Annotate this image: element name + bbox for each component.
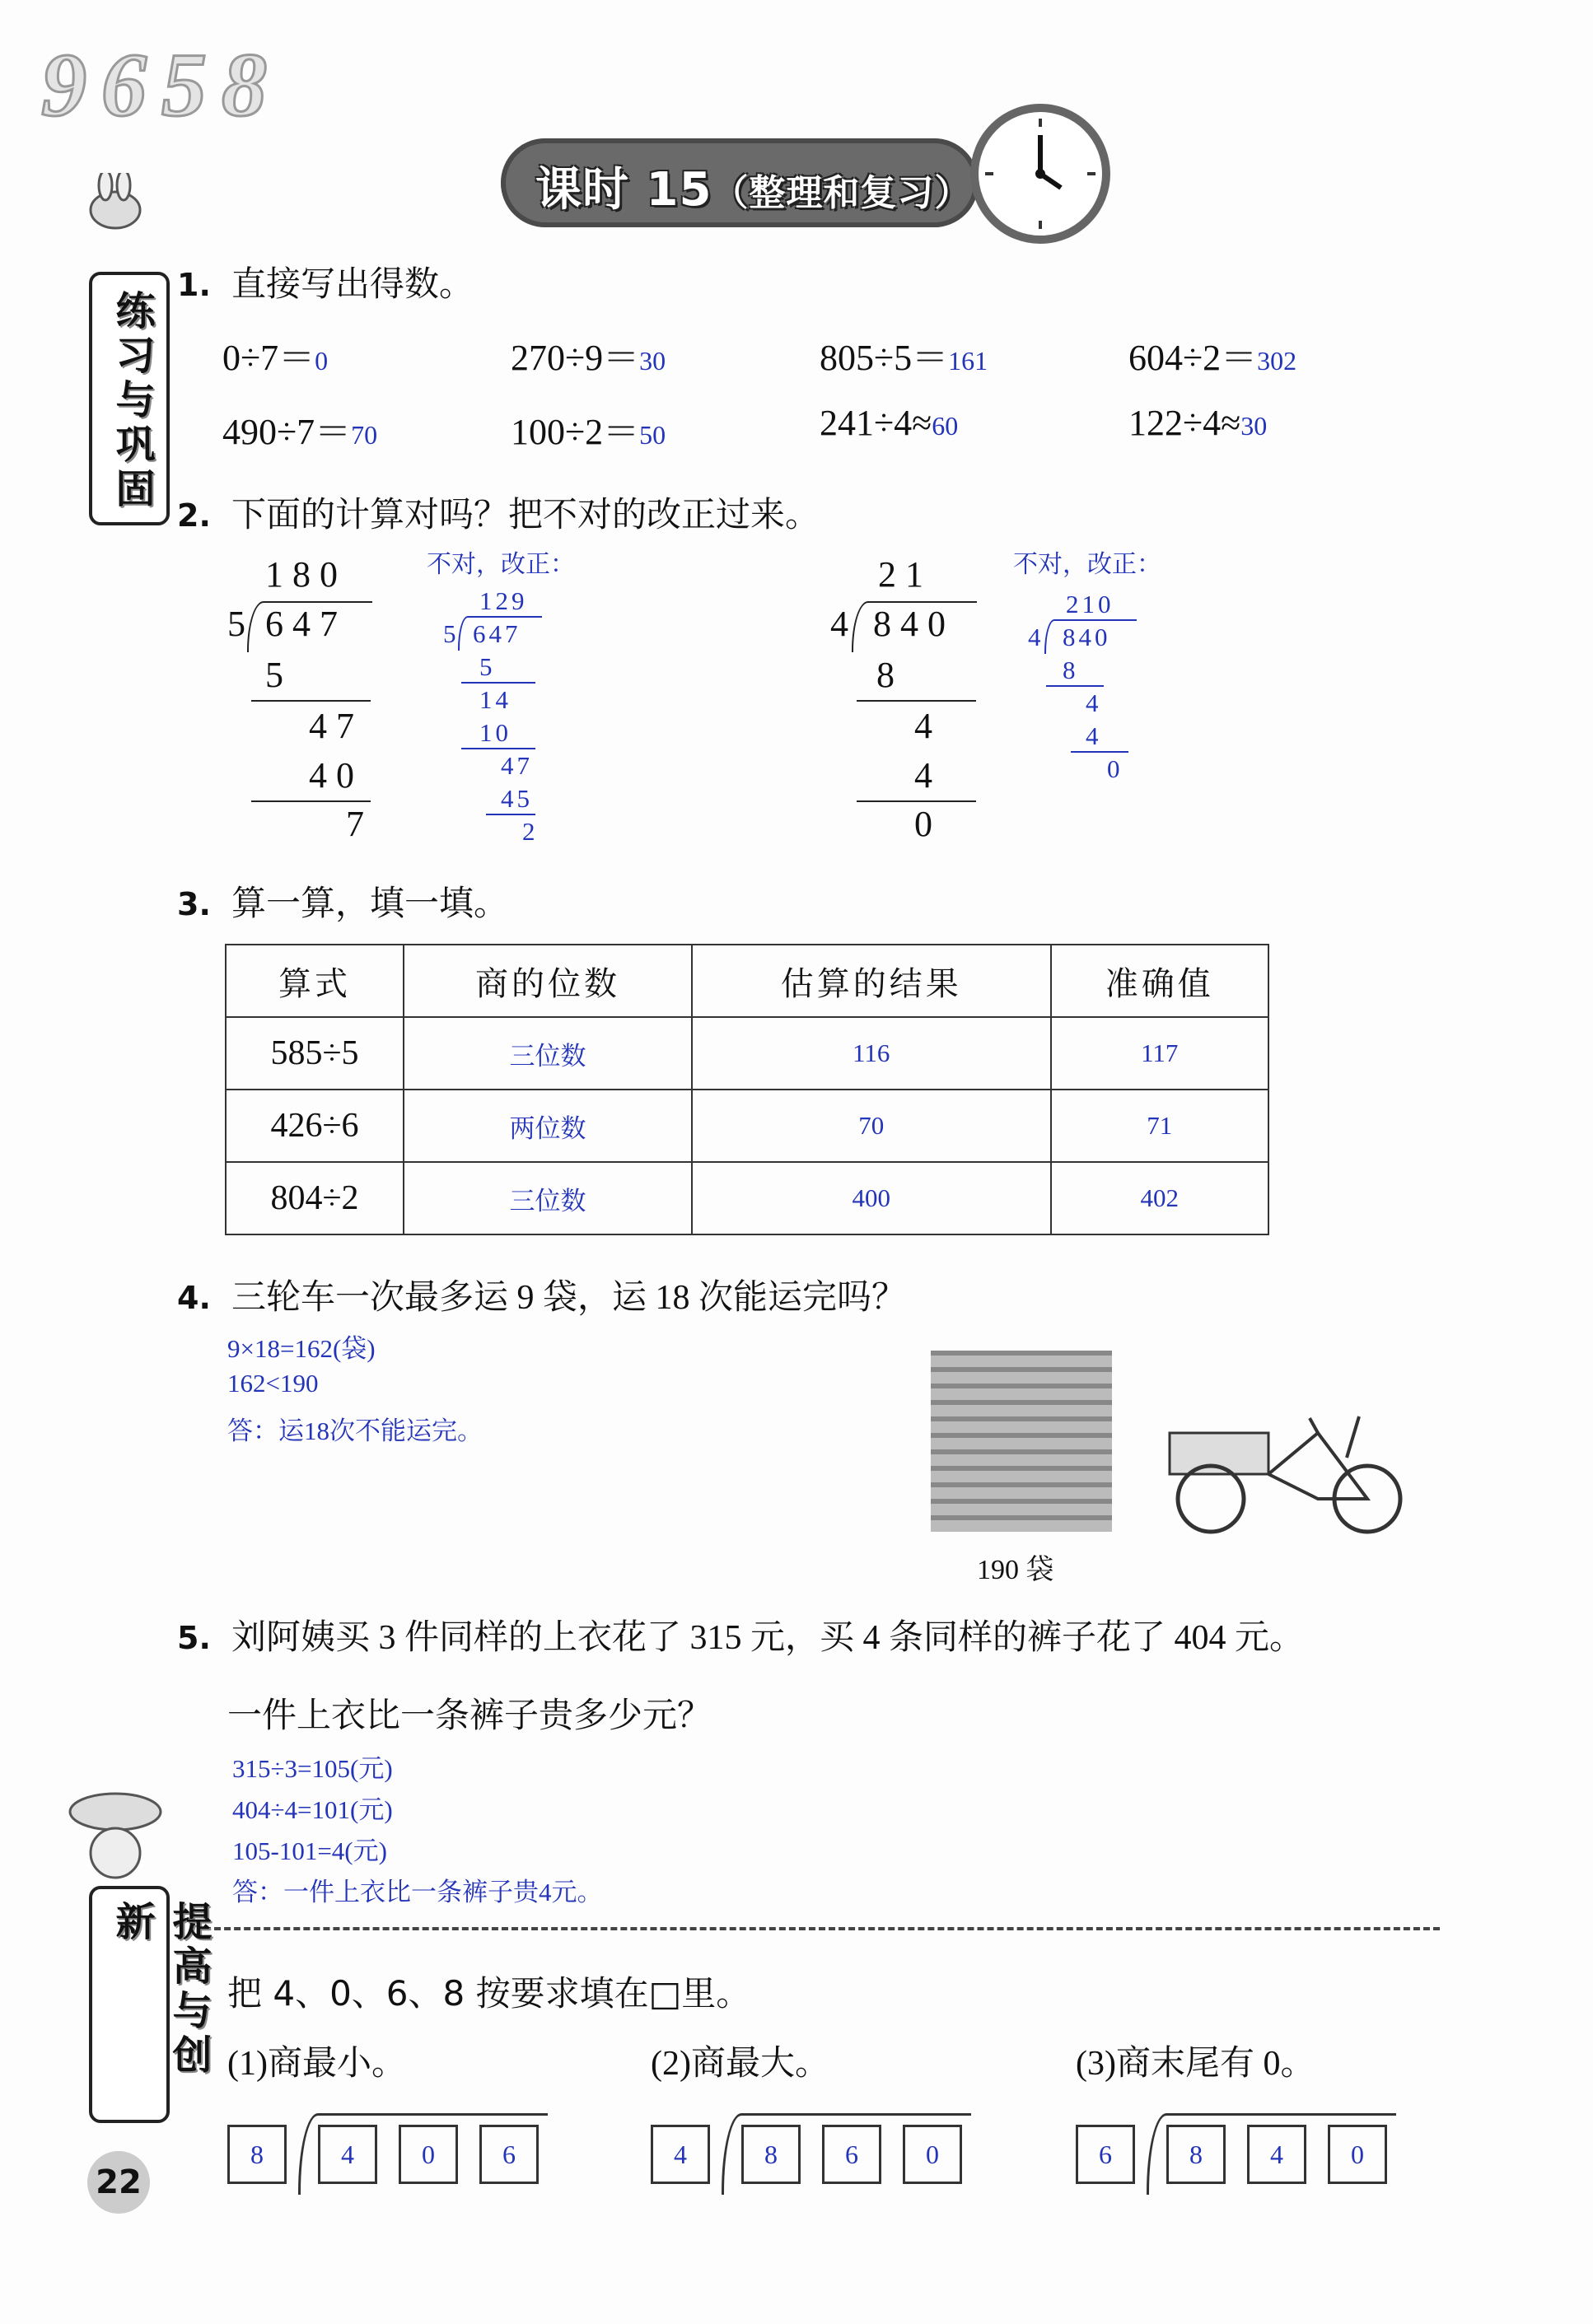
divisor-box[interactable]: 6 [1076, 2125, 1135, 2184]
table-row [226, 1162, 1268, 1234]
table-cell-estimate: 70 [692, 1090, 1051, 1162]
fix-divisor: 5 [443, 619, 456, 648]
division-step: 0 [914, 804, 932, 844]
oral-calc-answer: 0 [315, 346, 329, 376]
table-cell-digits: 三位数 [404, 1017, 692, 1090]
answer-line: 162<190 [227, 1369, 319, 1398]
oral-calc-item [511, 328, 666, 380]
table-cell-estimate: 400 [692, 1162, 1051, 1234]
table-cell-exact: 117 [1051, 1017, 1268, 1090]
question-5-sub: 一件上衣比一条裤子贵多少元？ [227, 1697, 712, 1735]
page-number: 22 [87, 2151, 150, 2214]
table-cell-exact: 71 [1051, 1090, 1268, 1162]
practice-badge-label: 练习与巩固 [109, 290, 155, 512]
fix-step: 5 [479, 652, 493, 681]
section-divider [204, 1927, 1440, 1930]
fix-step: 8 [1063, 656, 1076, 684]
fix-dividend: 647 [473, 619, 521, 648]
division-dividend: 6 4 7 [265, 604, 338, 644]
division-divisor: 4 [830, 604, 848, 644]
fix-step: 4 [1086, 688, 1099, 717]
question-4-header [177, 1270, 906, 1319]
fix-line [461, 748, 535, 749]
oral-calc-expression: 122÷4≈ [1128, 403, 1241, 443]
table-cell-expression: 426÷6 [226, 1090, 404, 1162]
division-step: 4 [914, 755, 932, 796]
oral-calc-item [1128, 328, 1296, 380]
challenge-text: 把 4、0、6、8 按要求填在□里。 [227, 1973, 751, 2014]
division-line [857, 800, 976, 802]
table-header-row [226, 945, 1268, 1017]
challenge-part-label: (2)商最大。 [651, 2045, 829, 2083]
question-1-header [177, 257, 474, 306]
challenge-part-label: (1)商最小。 [227, 2045, 406, 2083]
practice-badge [89, 272, 170, 525]
division-step: 7 [346, 804, 364, 844]
question-2-number: 2. [177, 497, 211, 534]
oral-calc-answer: 302 [1257, 346, 1297, 376]
table-row [226, 1017, 1268, 1090]
oral-calc-answer: 60 [932, 411, 959, 441]
oral-calc-item [820, 328, 988, 380]
clock-icon [970, 104, 1110, 244]
question-5-header [177, 1610, 1304, 1659]
tricycle-icon [1161, 1400, 1425, 1540]
sacks-photo [931, 1351, 1112, 1532]
table-header: 估算的结果 [692, 945, 1051, 1017]
answer-line: 答：运18次不能运完。 [227, 1416, 483, 1445]
table-header: 算式 [226, 945, 404, 1017]
correction-note: 不对，改正： [427, 550, 575, 579]
table-row [226, 1090, 1268, 1162]
division-step: 8 [876, 655, 895, 695]
question-3-text: 算一算，填一填。 [231, 883, 508, 923]
question-5-number: 5. [177, 1620, 211, 1656]
division-line [251, 800, 371, 802]
fix-line [1046, 685, 1104, 687]
oral-calc-answer: 30 [1240, 411, 1268, 441]
fix-step: 14 [479, 685, 512, 714]
division-step: 5 [265, 655, 283, 695]
fix-step: 0 [1107, 754, 1120, 783]
question-4-text: 三轮车一次最多运 9 袋，运 18 次能运完吗？ [231, 1279, 906, 1317]
division-step: 4 [914, 706, 932, 746]
answer-line: 105-101=4(元) [232, 1836, 387, 1865]
fix-divisor: 4 [1028, 623, 1041, 651]
fix-step: 45 [501, 784, 533, 813]
lesson-title-sub: （整理和复习） [712, 172, 972, 214]
question-5-text: 刘阿姨买 3 件同样的上衣花了 315 元，买 4 条同样的裤子花了 404 元。 [231, 1619, 1304, 1657]
oral-calc-answer: 70 [351, 420, 378, 450]
sacks-caption: 190 袋 [977, 1555, 1054, 1585]
oral-calc-expression: 805÷5＝ [820, 338, 949, 378]
division-step: 4 7 [309, 706, 354, 746]
dividend-digit-box[interactable]: 0 [399, 2125, 458, 2184]
fix-step: 47 [501, 751, 533, 780]
oral-calc-expression: 604÷2＝ [1128, 338, 1258, 378]
dividend-digit-box[interactable]: 8 [741, 2125, 801, 2184]
question-4-number: 4. [177, 1280, 211, 1316]
oral-calc-answer: 30 [639, 346, 666, 376]
divisor-box[interactable]: 4 [651, 2125, 710, 2184]
table-cell-expression: 804÷2 [226, 1162, 404, 1234]
question-2-text: 下面的计算对吗？把不对的改正过来。 [231, 494, 820, 534]
oral-calc-expression: 270÷9＝ [511, 338, 640, 378]
oral-calc-expression: 100÷2＝ [511, 412, 640, 452]
oral-calc-item [222, 328, 328, 380]
oral-calc-answer: 161 [948, 346, 988, 376]
oral-calc-answer: 50 [639, 420, 666, 450]
division-line [251, 700, 371, 702]
dog-mascot-icon [66, 1787, 165, 1886]
dividend-digit-box[interactable]: 0 [903, 2125, 962, 2184]
fix-line [461, 682, 535, 684]
improve-badge-label: 提高与创新 [109, 1901, 212, 2079]
decorative-digits: 9658 [41, 35, 282, 135]
question-3-header [177, 876, 508, 926]
lesson-title [535, 153, 971, 219]
oral-calc-item [1128, 402, 1267, 444]
division-dividend: 8 4 0 [873, 604, 946, 644]
answer-line: 315÷3=105(元) [232, 1754, 393, 1783]
oral-calc-expression: 490÷7＝ [222, 412, 352, 452]
dividend-digit-box[interactable]: 6 [822, 2125, 881, 2184]
fix-step: 2 [522, 817, 535, 846]
correction-note: 不对，改正： [1013, 550, 1161, 579]
division-quotient: 2 1 [878, 554, 923, 595]
fix-step: 10 [479, 718, 512, 747]
estimate-table [225, 944, 1269, 1235]
dividend-digit-box[interactable]: 8 [1166, 2125, 1226, 2184]
division-line [857, 700, 976, 702]
fix-quotient: 129 [479, 586, 528, 615]
table-cell-expression: 585÷5 [226, 1017, 404, 1090]
question-3-number: 3. [177, 886, 211, 922]
fix-step: 4 [1086, 721, 1099, 750]
table-cell-estimate: 116 [692, 1017, 1051, 1090]
division-step: 4 0 [309, 755, 354, 796]
question-2-header [177, 488, 820, 537]
dividend-digit-box[interactable]: 0 [1328, 2125, 1387, 2184]
fix-dividend: 840 [1063, 623, 1111, 651]
oral-calc-item [511, 402, 666, 455]
question-1-number: 1. [177, 267, 211, 303]
dividend-digit-box[interactable]: 6 [479, 2125, 539, 2184]
question-1-text: 直接写出得数。 [231, 264, 474, 304]
table-cell-digits: 三位数 [404, 1162, 692, 1234]
division-quotient: 1 8 0 [265, 554, 338, 595]
lesson-title-main: 课时 15 [535, 163, 712, 217]
table-cell-digits: 两位数 [404, 1090, 692, 1162]
answer-line: 404÷4=101(元) [232, 1795, 393, 1824]
oral-calc-item [820, 402, 958, 444]
divisor-box[interactable]: 8 [227, 2125, 287, 2184]
improve-badge [89, 1886, 212, 2123]
fix-quotient: 210 [1066, 590, 1114, 618]
dividend-digit-box[interactable]: 4 [318, 2125, 377, 2184]
oral-calc-expression: 241÷4≈ [820, 403, 932, 443]
table-cell-exact: 402 [1051, 1162, 1268, 1234]
fix-line [486, 814, 535, 815]
fix-line [1071, 751, 1128, 753]
answer-line: 答：一件上衣比一条裤子贵4元。 [232, 1878, 603, 1906]
challenge-part-label: (3)商末尾有 0。 [1076, 2045, 1315, 2083]
oral-calc-expression: 0÷7＝ [222, 338, 315, 378]
division-divisor: 5 [227, 604, 245, 644]
dividend-digit-box[interactable]: 4 [1247, 2125, 1306, 2184]
oral-calc-item [222, 402, 377, 455]
rabbit-mascot-icon [74, 173, 156, 231]
answer-line: 9×18=162(袋) [227, 1334, 376, 1363]
table-header: 商的位数 [404, 945, 692, 1017]
table-header: 准确值 [1051, 945, 1268, 1017]
